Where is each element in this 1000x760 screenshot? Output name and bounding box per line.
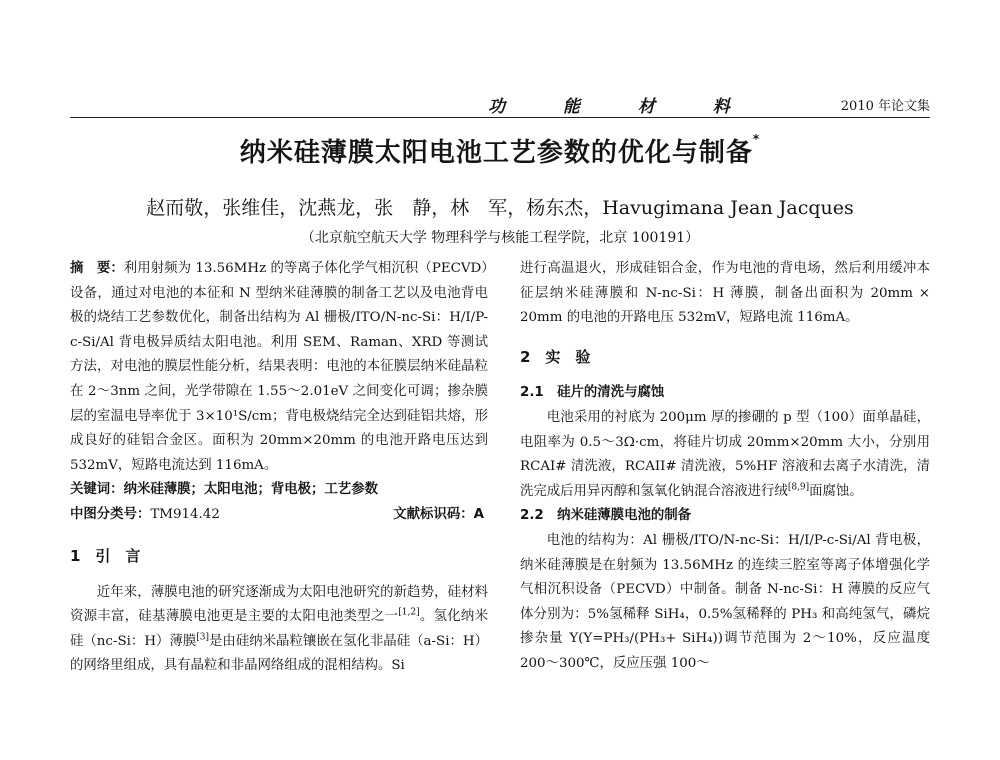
keywords-text: 纳米硅薄膜；太阳电池；背电极；工艺参数 — [123, 482, 378, 498]
classification-row — [70, 503, 488, 530]
cleaning-text-b: 面腐蚀。 — [809, 483, 863, 499]
journal-name: 功 能 材 料 — [488, 97, 732, 117]
subsection-heading-cleaning: 2.1 硅片的清洗与腐蚀 — [520, 385, 665, 401]
abstract-text: 利用射频为 13.56MHz 的等离子体化学气相沉积（PECVD）设备，通过对电池的本征和 N 型纳米硅薄膜的制备工艺以及电池背电极的烧结工艺参数优化，制备出结构为 Al 栅极/ITO/N-nc-Si：H/I/P-c-Si/Al 背电极异质结太阳电池。利用 SEM、Raman、XRD 等测试方法，对电池的膜层性能分析，结果表明：电池的本征膜层纳米硅晶粒在 2～3nm 之间，光学带隙在 1.55～2.01eV 之间变化可调；掺杂膜层的室温电导率优于 3×10¹S/cm；背电极烧结完全达到硅铝共熔，形成良好的硅铝合金区。面积为 20mm×20mm 的电池开路电压达到 532mV，短路电流达到 116mA。 — [70, 261, 489, 473]
title-footnote-mark: * — [752, 132, 761, 146]
running-header — [70, 92, 930, 120]
citation-ref: [1,2] — [398, 607, 420, 618]
document-code: 文献标识码：A — [393, 506, 484, 522]
cleaning-paragraph — [520, 406, 930, 504]
year-note: 2010 年论文集 — [840, 99, 930, 114]
keywords-label: 关键词： — [70, 482, 124, 498]
left-column — [70, 257, 488, 679]
author-list: 赵而敬，张维佳，沈燕龙，张 静，林 军，杨东杰，Havugimana Jean Jacques — [146, 197, 854, 219]
citation-ref: [8,9] — [787, 482, 810, 493]
intro-text-c: 是由硅纳米晶粒镶嵌在氢化非晶硅（a-Si：H）的网络里组成，具有晶粒和非晶网络组成的混相结构。Si — [70, 633, 488, 674]
section-heading-intro: 1 引 言 — [70, 546, 141, 565]
classification-value: TM914.42 — [150, 506, 220, 522]
paper-title — [0, 132, 1000, 169]
abstract — [70, 257, 488, 478]
affiliation: （北京航空航天大学 物理科学与核能工程学院，北京 100191） — [300, 230, 700, 246]
intro-text-b: 。氢化纳米硅（nc-Si：H）薄膜 — [70, 609, 488, 649]
classification-label: 中图分类号： — [70, 506, 151, 522]
citation-ref: [3] — [196, 632, 210, 643]
subsection-heading-fabrication: 2.2 纳米硅薄膜电池的制备 — [520, 508, 692, 524]
title-text: 纳米硅薄膜太阳电池工艺参数的优化与制备 — [239, 138, 753, 168]
right-column — [520, 257, 930, 677]
fabrication-paragraph: 电池的结构为：Al 栅极/ITO/N-nc-Si：H/I/P-c-Si/Al 背电极，纳米硅薄膜是在射频为 13.56MHz 的连续三腔室等离子体增强化学气相沉积设备（PECVD）中制备。制备 N-nc-Si：H 薄膜的反应气体分别为：5%氢稀释 SiH₄，0.5%氢稀释的 PH₃ 和高纯氢气，磷烷掺杂量 Y(Y=PH₃/(PH₃+ SiH₄))调节范围为 2～10%，反应温度 200～300℃，反应压强 100～ — [520, 532, 930, 671]
intro-text-a: 近年来，薄膜电池的研究逐渐成为太阳电池研究的新趋势，硅材料资源丰富，硅基薄膜电池更是主要的太阳电池类型之一 — [70, 584, 488, 625]
header-rule — [70, 117, 930, 118]
section-heading-experiment: 2 实 验 — [520, 347, 591, 366]
abstract-label: 摘 要： — [70, 261, 124, 276]
cleaning-text-a: 电池采用的衬底为 200μm 厚的掺硼的 p 型（100）面单晶硅，电阻率为 0.5～3Ω·cm，将硅片切成 20mm×20mm 大小，分别用 RCAI# 清洗液，RCAII# 清洗液，5%HF 溶液和去离子水清洗，清洗完成后用异丙醇和氢氧化钠混合溶液进行绒 — [520, 409, 930, 499]
intro-paragraph — [70, 581, 488, 679]
intro-continuation: 进行高温退火，形成硅铝合金，作为电池的背电场，然后利用缓冲本征层纳米硅薄膜和 N-nc-Si：H 薄膜，制备出面积为 20mm × 20mm 的电池的开路电压 532mV，短路电流 116mA。 — [520, 261, 930, 326]
keywords — [70, 478, 488, 503]
